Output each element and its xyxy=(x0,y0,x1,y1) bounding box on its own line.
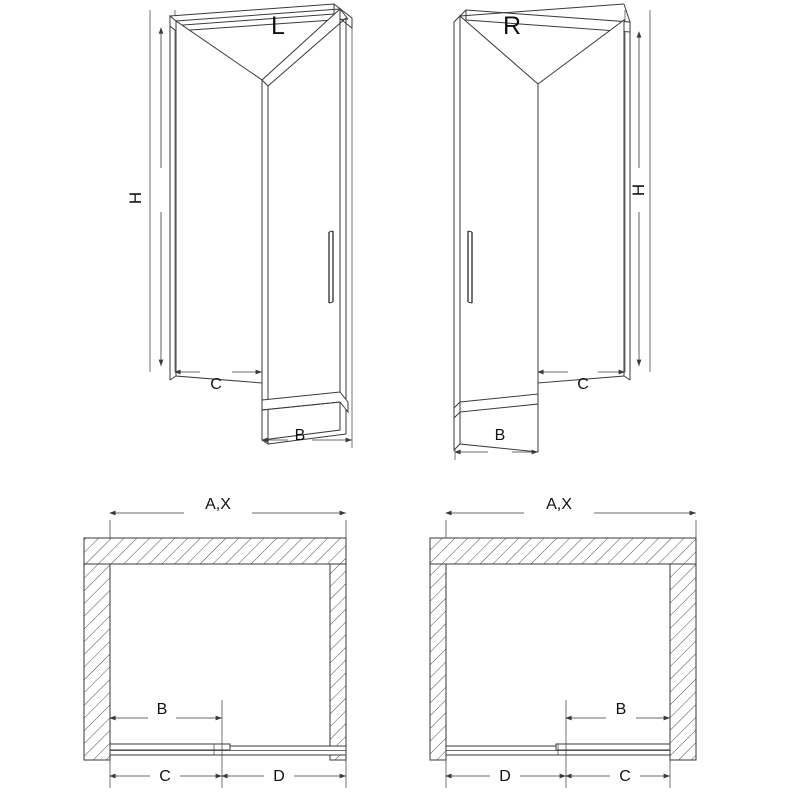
elevation-left-view xyxy=(150,4,352,448)
dimension-label-ax-plan-right: A,X xyxy=(546,496,572,513)
elevation-right-view xyxy=(454,4,650,460)
dimension-label-d-plan-left: D xyxy=(273,768,285,785)
dimension-label-ax-plan-left: A,X xyxy=(205,496,231,513)
plan-right-view xyxy=(430,513,696,788)
sliding-door-panel-right xyxy=(454,16,538,452)
variant-label-l: L xyxy=(271,12,285,40)
plan-track-right xyxy=(446,744,670,755)
dimension-label-c-elev-right: C xyxy=(577,376,589,393)
dimension-label-b-elev-right: B xyxy=(494,427,506,444)
plan-left-view xyxy=(84,513,346,788)
dimension-label-c-plan-left: C xyxy=(159,768,171,785)
dimension-label-b-elev-left: B xyxy=(294,427,306,444)
dimension-label-b-plan-right: B xyxy=(615,701,627,718)
plan-track-left xyxy=(110,744,346,755)
fixed-panel-right xyxy=(538,20,630,383)
dimension-label-h-left: H xyxy=(126,191,145,205)
top-rail-right xyxy=(460,4,630,32)
dimension-label-b-plan-left: B xyxy=(156,701,168,718)
dimension-label-c-plan-right: C xyxy=(619,768,631,785)
dimension-label-c-elev-left: C xyxy=(210,376,222,393)
variant-label-r: R xyxy=(502,12,522,40)
fixed-panel-left xyxy=(170,21,262,383)
dimension-label-d-plan-right: D xyxy=(499,768,511,785)
sliding-door-panel-left xyxy=(262,9,346,444)
dimension-label-h-right: H xyxy=(629,183,648,197)
